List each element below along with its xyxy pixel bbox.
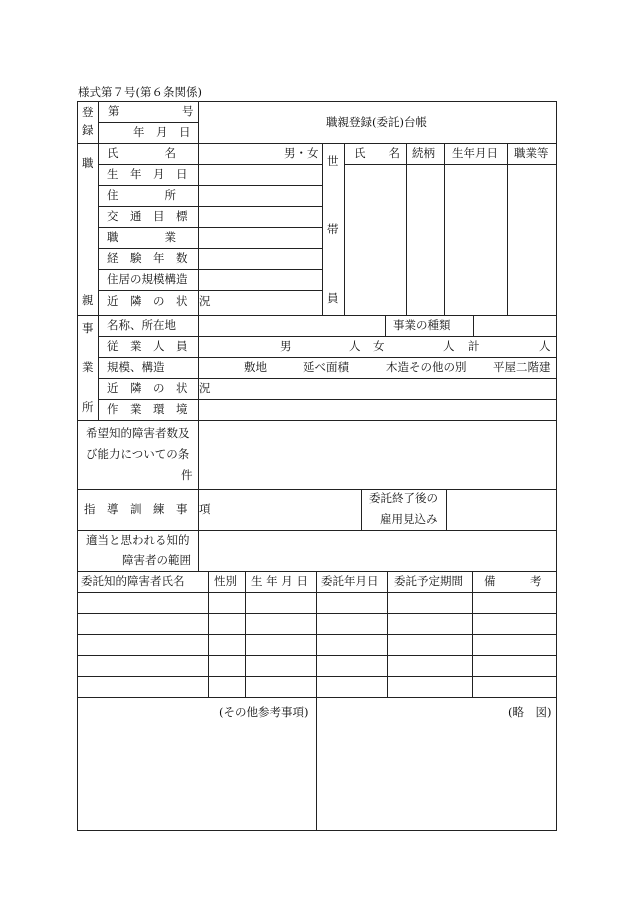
workplace-side-char: 業 xyxy=(82,360,94,374)
staff-unit: 人 xyxy=(539,339,551,353)
line xyxy=(446,489,447,530)
line xyxy=(98,399,557,400)
register-date: 年 月 日 xyxy=(133,125,191,139)
line xyxy=(473,315,474,336)
line xyxy=(77,697,557,698)
workplace-row-label: 従 業 人 員 xyxy=(107,339,188,353)
line xyxy=(77,676,557,677)
line xyxy=(98,336,557,337)
register-side-char: 登 xyxy=(82,105,94,119)
line xyxy=(77,143,557,144)
employer-row-label: 職 業 xyxy=(107,230,176,244)
employer-row-label: 近 隣 の 状 況 xyxy=(107,294,211,308)
workplace-side-char: 事 xyxy=(82,321,94,335)
after-contract-label: 委託終了後の xyxy=(369,491,438,505)
line xyxy=(98,164,322,165)
employer-row-label: 交 通 目 標 xyxy=(107,209,188,223)
register-side-char: 録 xyxy=(82,123,94,137)
entrusted-header: 委託予定期間 xyxy=(394,574,463,588)
line xyxy=(77,571,557,572)
line xyxy=(77,420,557,421)
entrusted-header: 性別 xyxy=(214,574,237,588)
scale-item: 敷地 xyxy=(244,360,267,374)
line xyxy=(77,489,557,490)
gender-option: 男・女 xyxy=(284,146,319,160)
line xyxy=(316,571,317,831)
line xyxy=(208,571,209,697)
line xyxy=(98,206,322,207)
line xyxy=(361,489,362,530)
line xyxy=(98,357,557,358)
entrusted-header: 委託年月日 xyxy=(321,574,379,588)
line xyxy=(98,269,322,270)
workplace-row-label: 作 業 環 境 xyxy=(107,402,188,416)
line xyxy=(77,634,557,635)
form-title: 職親登録(委託)台帳 xyxy=(326,115,427,129)
staff-unit: 計 xyxy=(468,339,480,353)
line xyxy=(98,248,322,249)
line xyxy=(245,571,246,697)
workplace-row-label: 名称、所在地 xyxy=(107,318,176,332)
employer-side-bottom: 親 xyxy=(82,293,94,307)
scope-line: 適当と思われる知的 xyxy=(86,533,190,547)
household-header: 生年月日 xyxy=(452,146,498,160)
line xyxy=(98,122,198,123)
entrusted-header: 備 考 xyxy=(484,574,542,588)
line xyxy=(387,571,388,697)
workplace-row-label: 近 隣 の 状 況 xyxy=(107,381,211,395)
line xyxy=(444,143,445,315)
household-side-char: 帯 xyxy=(327,222,339,236)
sketch-map-label: (略 図) xyxy=(508,705,552,719)
line xyxy=(198,143,199,420)
line xyxy=(77,592,557,593)
household-header: 氏 名 xyxy=(354,146,400,160)
training-label: 指 導 訓 練 事 項 xyxy=(84,502,211,516)
conditions-line: 件 xyxy=(181,468,193,482)
household-header: 職業等 xyxy=(514,146,549,160)
employer-row-label: 生 年 月 日 xyxy=(107,167,188,181)
line xyxy=(98,290,322,291)
household-side-char: 員 xyxy=(327,291,339,305)
entrusted-header: 生 年 月 日 xyxy=(251,574,308,588)
form-label: 様式第７号(第６条関係) xyxy=(78,85,202,99)
workplace-side-char: 所 xyxy=(82,400,94,414)
employer-row-label: 経 験 年 数 xyxy=(107,251,188,265)
employer-row-label: 住居の規模構造 xyxy=(107,272,188,286)
workplace-row-label: 規模、構造 xyxy=(107,360,165,374)
line xyxy=(322,143,323,315)
conditions-line: 希望知的障害者数及 xyxy=(86,426,190,440)
line xyxy=(77,530,557,531)
staff-unit: 女 xyxy=(373,339,385,353)
entrusted-header: 委託知的障害者氏名 xyxy=(81,574,185,588)
scale-item: 平屋二階建 xyxy=(493,360,551,374)
scale-item: 木造その他の別 xyxy=(386,360,467,374)
line xyxy=(406,143,407,315)
staff-unit: 人 xyxy=(349,339,361,353)
household-side-char: 世 xyxy=(327,154,339,168)
employer-row-label: 氏 名 xyxy=(107,146,176,160)
staff-unit: 人 xyxy=(443,339,455,353)
scale-item: 延べ面積 xyxy=(303,360,349,374)
line xyxy=(77,655,557,656)
line xyxy=(98,227,322,228)
after-contract-label: 雇用見込み xyxy=(380,512,438,526)
conditions-line: び能力についての条 xyxy=(86,447,190,461)
line xyxy=(98,378,557,379)
line xyxy=(198,420,199,571)
line xyxy=(77,613,557,614)
staff-unit: 男 xyxy=(280,339,292,353)
scope-line: 障害者の範囲 xyxy=(122,553,191,567)
line xyxy=(98,185,322,186)
line xyxy=(98,101,99,143)
line xyxy=(385,315,386,336)
employer-side-top: 職 xyxy=(82,156,94,170)
register-no-prefix: 第 xyxy=(108,104,120,118)
line xyxy=(507,143,508,315)
household-header: 続柄 xyxy=(412,146,435,160)
line xyxy=(98,143,99,420)
line xyxy=(77,315,557,316)
employer-row-label: 住 所 xyxy=(107,188,176,202)
other-notes-label: (その他参考事項) xyxy=(219,705,309,719)
business-type-label: 事業の種類 xyxy=(393,318,451,332)
line xyxy=(344,143,345,315)
line xyxy=(198,101,199,143)
line xyxy=(344,164,557,165)
line xyxy=(472,571,473,697)
register-no-suffix: 号 xyxy=(182,104,194,118)
